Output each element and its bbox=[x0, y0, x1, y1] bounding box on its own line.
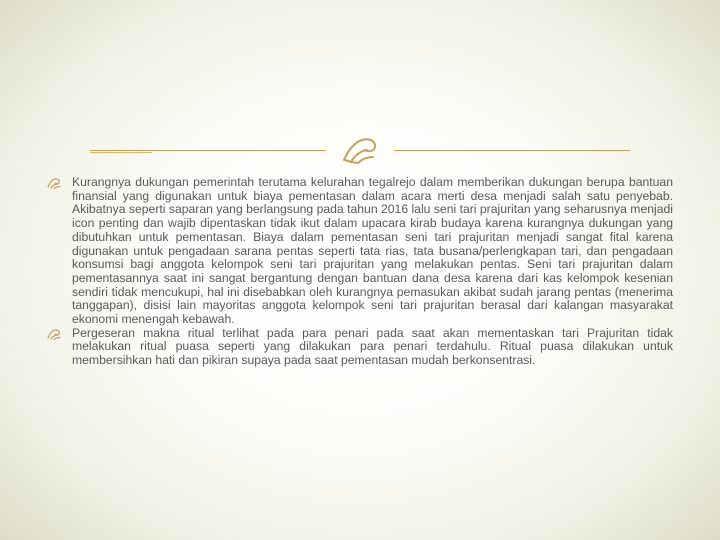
divider-line-right bbox=[394, 150, 630, 151]
divider-accent-line bbox=[90, 152, 152, 153]
bullet-item bbox=[46, 176, 673, 327]
divider-line-left bbox=[90, 150, 326, 151]
bullet-text: Kurangnya dukungan pemerintah terutama kelurahan tegalrejo dalam memberikan dukungan berupa bantuan finansial yang digunakan untuk biaya pementasan dalam acara merti desa menjadi salah satu penyebab. Akibatnya seperti saparan yang berlangsung pada tahun 2016 lalu seni tari prajuritan yang seharusnya menjadi icon penting dan wajib dipentaskan tidak ikut dalam upacara kirab budaya karena kurangnya dukungan yang dibutuhkan untuk pementasan. Biaya dalam pementasan seni tari prajuritan menjadi sangat fital karena digunakan untuk pengadaan sarana pentas seperti tata rias, tata busana/perlengkapan tari, dan pengadaan konsumsi bagi anggota kelompok seni tari prajuritan yang melakukan pentas. Seni tari prajuritan dalam pementasannya saat ini sangat bergantung dengan bantuan dana desa karena dari kas kelompok kesenian sendiri tidak mencukupi, hal ini disebabkan oleh kurangnya pemasukan akibat sudah jarang pentas (menerima tanggapan), disisi lain mayoritas anggota kelompok seni tari prajuritan berasal dari kalangan masyarakat ekonomi menengah kebawah. bbox=[72, 175, 673, 327]
curled-leaf-bullet-icon bbox=[46, 328, 62, 340]
curled-leaf-bullet-icon bbox=[46, 177, 62, 189]
bullet-text: Pergeseran makna ritual terlihat pada para penari pada saat akan mementaskan tari Prajuritan tidak melakukan ritual puasa seperti yang dilakukan para penari terdahulu. Ritual puasa dilakukan untuk membersihkan hati dan pikiran supaya pada saat pementasan mudah berkonsentrasi. bbox=[72, 325, 673, 368]
bullet-item bbox=[46, 327, 673, 368]
bullet-list bbox=[46, 176, 673, 368]
curled-leaf-ornament-icon bbox=[340, 134, 380, 166]
title-divider bbox=[90, 132, 630, 168]
